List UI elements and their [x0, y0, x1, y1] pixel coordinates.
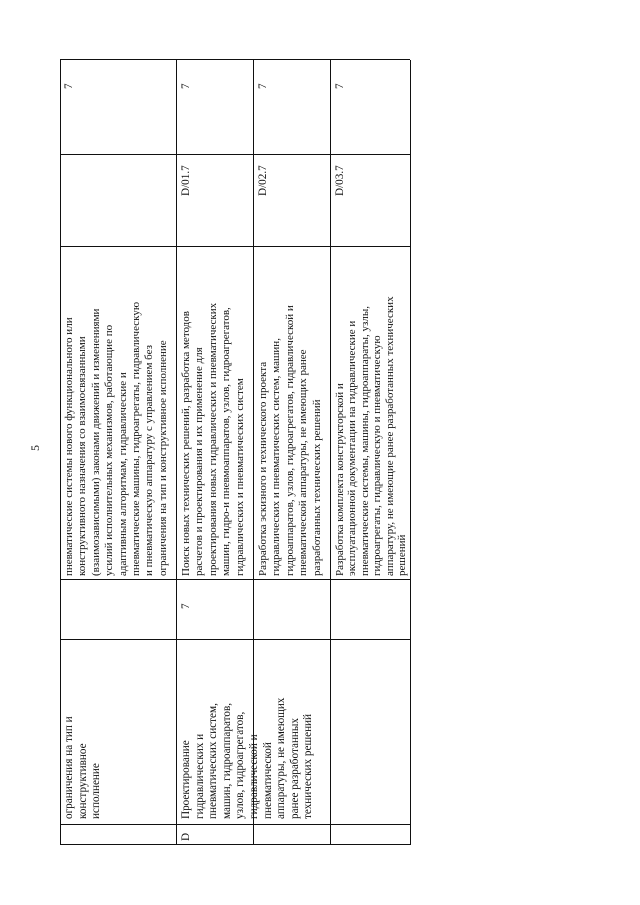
table-rule	[176, 60, 177, 845]
labor-function-level: 7	[257, 83, 269, 89]
table-rule	[60, 844, 410, 845]
labor-function-name: Поиск новых технических решений, разработка методов расчетов и проектирования и их применение для проектирования новых гидравлических и пневматических машин, гидро-и пневмоаппаратов, узлов, гидроагрегатов, гидравлических и пневматических систем	[180, 302, 246, 576]
labor-function-code: D/03.7	[334, 165, 346, 196]
labor-function-code: D/02.7	[257, 165, 269, 196]
labor-function-name: Разработка комплекта конструкторской и эксплуатационной документации на гидравлические и пневматические системы, машины, гидроаппараты, узлы, гидроагрегаты, гидравлическую и пневматическую аппаратуру, не имеющие ранее разработанных технических решений	[334, 296, 409, 576]
generalized-function-code: D	[180, 832, 192, 841]
table-rule	[60, 59, 410, 60]
functions-table	[60, 60, 410, 845]
table-rule	[60, 824, 410, 825]
labor-function-level: 7	[334, 83, 346, 89]
labor-function-level: 7	[63, 83, 75, 89]
table-rule	[60, 579, 410, 580]
labor-function-code: D/01.7	[180, 165, 192, 196]
labor-function-level: 7	[180, 83, 192, 89]
labor-function-name: пневматические системы нового функционального или конструктивного назначения со взаимосвязанными (взаимозависимыми) законами движений и изменениями усилий исполнительных механизмов, работающие по адаптивным алгоритмам, гидравлические и пневматические машины, гидроагрегаты, гидравлическую и пневматическую аппаратуру с управлением без ограничения на тип и конструктивное исполнение	[63, 301, 169, 576]
table-rule	[60, 60, 61, 845]
labor-function-name: Разработка эскизного и технического проекта гидравлических и пневматических систем, машин, гидроаппаратов, узлов, гидроагрегатов, гидравлической и пневматической аппаратуры, не имеющих ранее разработанных технических решений	[257, 305, 323, 576]
table-rule	[60, 154, 410, 155]
generalized-function-name: Проектирование гидравлических и пневматических систем, машин, гидроаппаратов, узлов, гидроагрегатов, гидравлической и пневматической аппаратуры, не имеющих ранее разработанных технических решений	[180, 697, 315, 819]
table-rule	[60, 246, 410, 247]
table-rule	[410, 60, 411, 845]
generalized-function-name: ограничения на тип и конструктивное исполнение	[63, 716, 103, 819]
page-number: 5	[28, 445, 42, 451]
table-rule	[60, 639, 410, 640]
qualification-level: 7	[180, 603, 192, 609]
